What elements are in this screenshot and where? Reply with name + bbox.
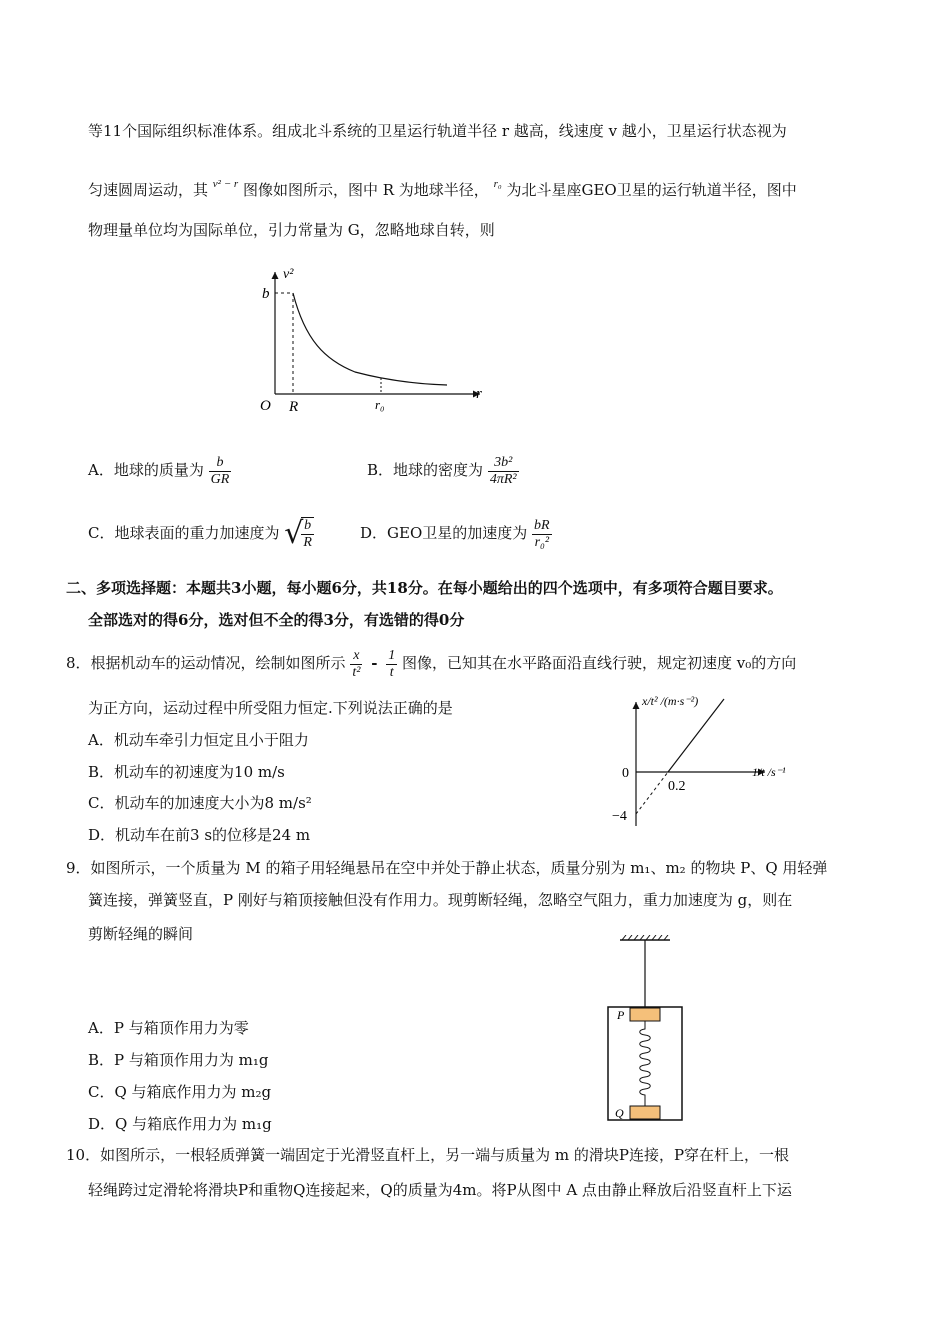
q8-line1-a: 8．根据机动车的运动情况，绘制如图所示 bbox=[66, 654, 346, 672]
q8-y-tick: −4 bbox=[612, 809, 627, 824]
q9-option-d: D．Q 与箱底作用力为 m₁g bbox=[88, 1115, 272, 1133]
q7-y-label: v² bbox=[283, 267, 294, 282]
q7-option-b-text: B．地球的密度为 bbox=[367, 461, 484, 479]
q7-origin-label: O bbox=[260, 398, 271, 414]
q8-option-a: A．机动车牵引力恒定且小于阻力 bbox=[88, 731, 309, 749]
q7-line3: 物理量单位均为国际单位，引力常量为 G，忽略地球自转，则 bbox=[88, 221, 495, 239]
q10-line2: 轻绳跨过定滑轮将滑块P和重物Q连接起来，Q的质量为4m。将P从图中 A 点由静止释放后沿竖直杆上下运 bbox=[88, 1181, 792, 1199]
q7-line2-b: 图像如图所示，图中 R 为地球半径， bbox=[242, 181, 489, 199]
q7-option-b-fraction bbox=[488, 455, 519, 488]
q7-option-b-den: 4πR² bbox=[489, 471, 517, 487]
q7-option-b-num: 3b² bbox=[488, 455, 519, 472]
q8-line1 bbox=[66, 645, 796, 681]
q8-frac1-den: t² bbox=[352, 664, 361, 680]
q7-option-d-den: r₀² bbox=[534, 534, 550, 550]
q7-v2-r-graph bbox=[255, 260, 495, 415]
q8-dash: - bbox=[371, 654, 378, 672]
q7-option-d bbox=[360, 515, 552, 551]
q9-option-b: B．P 与箱顶作用力为 m₁g bbox=[88, 1051, 269, 1069]
q9-block-q bbox=[630, 1106, 660, 1119]
q7-line2-graph-label: v² − r bbox=[212, 178, 239, 190]
q9-block-p bbox=[630, 1008, 660, 1021]
q10-line1: 10．如图所示，一根轻质弹簧一端固定于光滑竖直杆上，另一端与质量为 m 的滑块P连接，P穿在杆上，一根 bbox=[66, 1146, 790, 1164]
q7-option-c-fraction bbox=[301, 517, 314, 551]
q7-option-b bbox=[367, 452, 519, 488]
q7-option-c-den: R bbox=[303, 535, 312, 550]
q7-option-c-text: C．地球表面的重力加速度为 bbox=[88, 524, 280, 542]
q8-frac1-num: x bbox=[350, 648, 362, 665]
q7-line2-r0: r₀ bbox=[493, 178, 502, 190]
q7-option-a-text: A．地球的质量为 bbox=[88, 461, 204, 479]
q8-line1-b: 图像，已知其在水平路面沿直线行驶，规定初速度 v₀的方向 bbox=[402, 654, 797, 672]
q7-option-a bbox=[88, 452, 231, 488]
q9-option-c: C．Q 与箱底作用力为 m₂g bbox=[88, 1083, 272, 1101]
q7-sqrt-icon: √ bbox=[284, 516, 304, 551]
q7-option-d-text: D．GEO卫星的加速度为 bbox=[360, 524, 528, 542]
q8-option-d: D．机动车在前3 s的位移是24 m bbox=[88, 826, 311, 844]
q8-frac1 bbox=[350, 648, 362, 681]
q7-option-c-num: b bbox=[301, 518, 314, 535]
q9-label-q: Q bbox=[615, 1106, 624, 1120]
q8-x-label: 1/t /s⁻¹ bbox=[752, 765, 786, 779]
q9-line2: 簧连接，弹簧竖直，P 刚好与箱顶接触但没有作用力。现剪断轻绳，忽略空气阻力，重力加速度为 g，则在 bbox=[88, 891, 793, 909]
q9-line1: 9．如图所示，一个质量为 M 的箱子用轻绳悬吊在空中并处于静止状态，质量分别为 m₁、m₂ 的物块 P、Q 用轻弹 bbox=[66, 859, 828, 877]
q9-box-figure bbox=[600, 935, 690, 1125]
q7-option-d-num: bR bbox=[534, 517, 550, 533]
q9-option-a: A．P 与箱顶作用力为零 bbox=[88, 1019, 249, 1037]
q7-option-a-den: GR bbox=[210, 471, 230, 487]
q8-option-c: C．机动车的加速度大小为8 m/s² bbox=[88, 794, 312, 812]
q7-r-label: r bbox=[476, 386, 482, 402]
q8-x-tick: 0.2 bbox=[668, 779, 686, 794]
q8-origin-label: 0 bbox=[622, 766, 629, 781]
q7-line2 bbox=[88, 174, 797, 200]
q8-line bbox=[668, 699, 724, 772]
q8-graph bbox=[600, 690, 810, 830]
q7-option-a-fraction bbox=[209, 455, 232, 488]
q9-spring bbox=[640, 1021, 651, 1106]
q8-frac2 bbox=[386, 648, 397, 681]
q8-frac2-den: t bbox=[389, 664, 394, 680]
q7-curve bbox=[293, 293, 447, 385]
q7-line1: 等11个国际组织标准体系。组成北斗系统的卫星运行轨道半径 r 越高，线速度 v 越小，卫星运行状态视为 bbox=[88, 122, 787, 140]
q7-line2-a: 匀速圆周运动，其 bbox=[88, 181, 209, 199]
q7-b-label: b bbox=[262, 286, 270, 302]
q8-option-b: B．机动车的初速度为10 m/s bbox=[88, 763, 285, 781]
section2-heading-line2: 全部选对的得6分，选对但不全的得3分，有选错的得0分 bbox=[88, 611, 465, 629]
q8-line2: 为正方向，运动过程中所受阻力恒定.下列说法正确的是 bbox=[88, 699, 453, 717]
q7-option-d-fraction bbox=[532, 518, 552, 551]
q8-frac2-num: 1 bbox=[388, 647, 396, 663]
q8-line-extension bbox=[636, 772, 668, 814]
q7-option-a-num: b bbox=[209, 455, 232, 472]
q7-option-c bbox=[88, 515, 314, 551]
q7-R-label: R bbox=[289, 399, 299, 415]
q9-label-p: P bbox=[617, 1008, 625, 1022]
q9-line3: 剪断轻绳的瞬间 bbox=[88, 925, 194, 943]
q8-y-label: x/t² /(m·s⁻²) bbox=[642, 694, 699, 708]
q7-line2-c: 为北斗星座GEO卫星的运行轨道半径，图中 bbox=[506, 181, 797, 199]
section2-heading-line1: 二、多项选择题：本题共3小题，每小题6分，共18分。在每小题给出的四个选项中，有多项符合题目要求。 bbox=[66, 579, 783, 597]
q7-r0-label: r₀ bbox=[375, 397, 385, 412]
